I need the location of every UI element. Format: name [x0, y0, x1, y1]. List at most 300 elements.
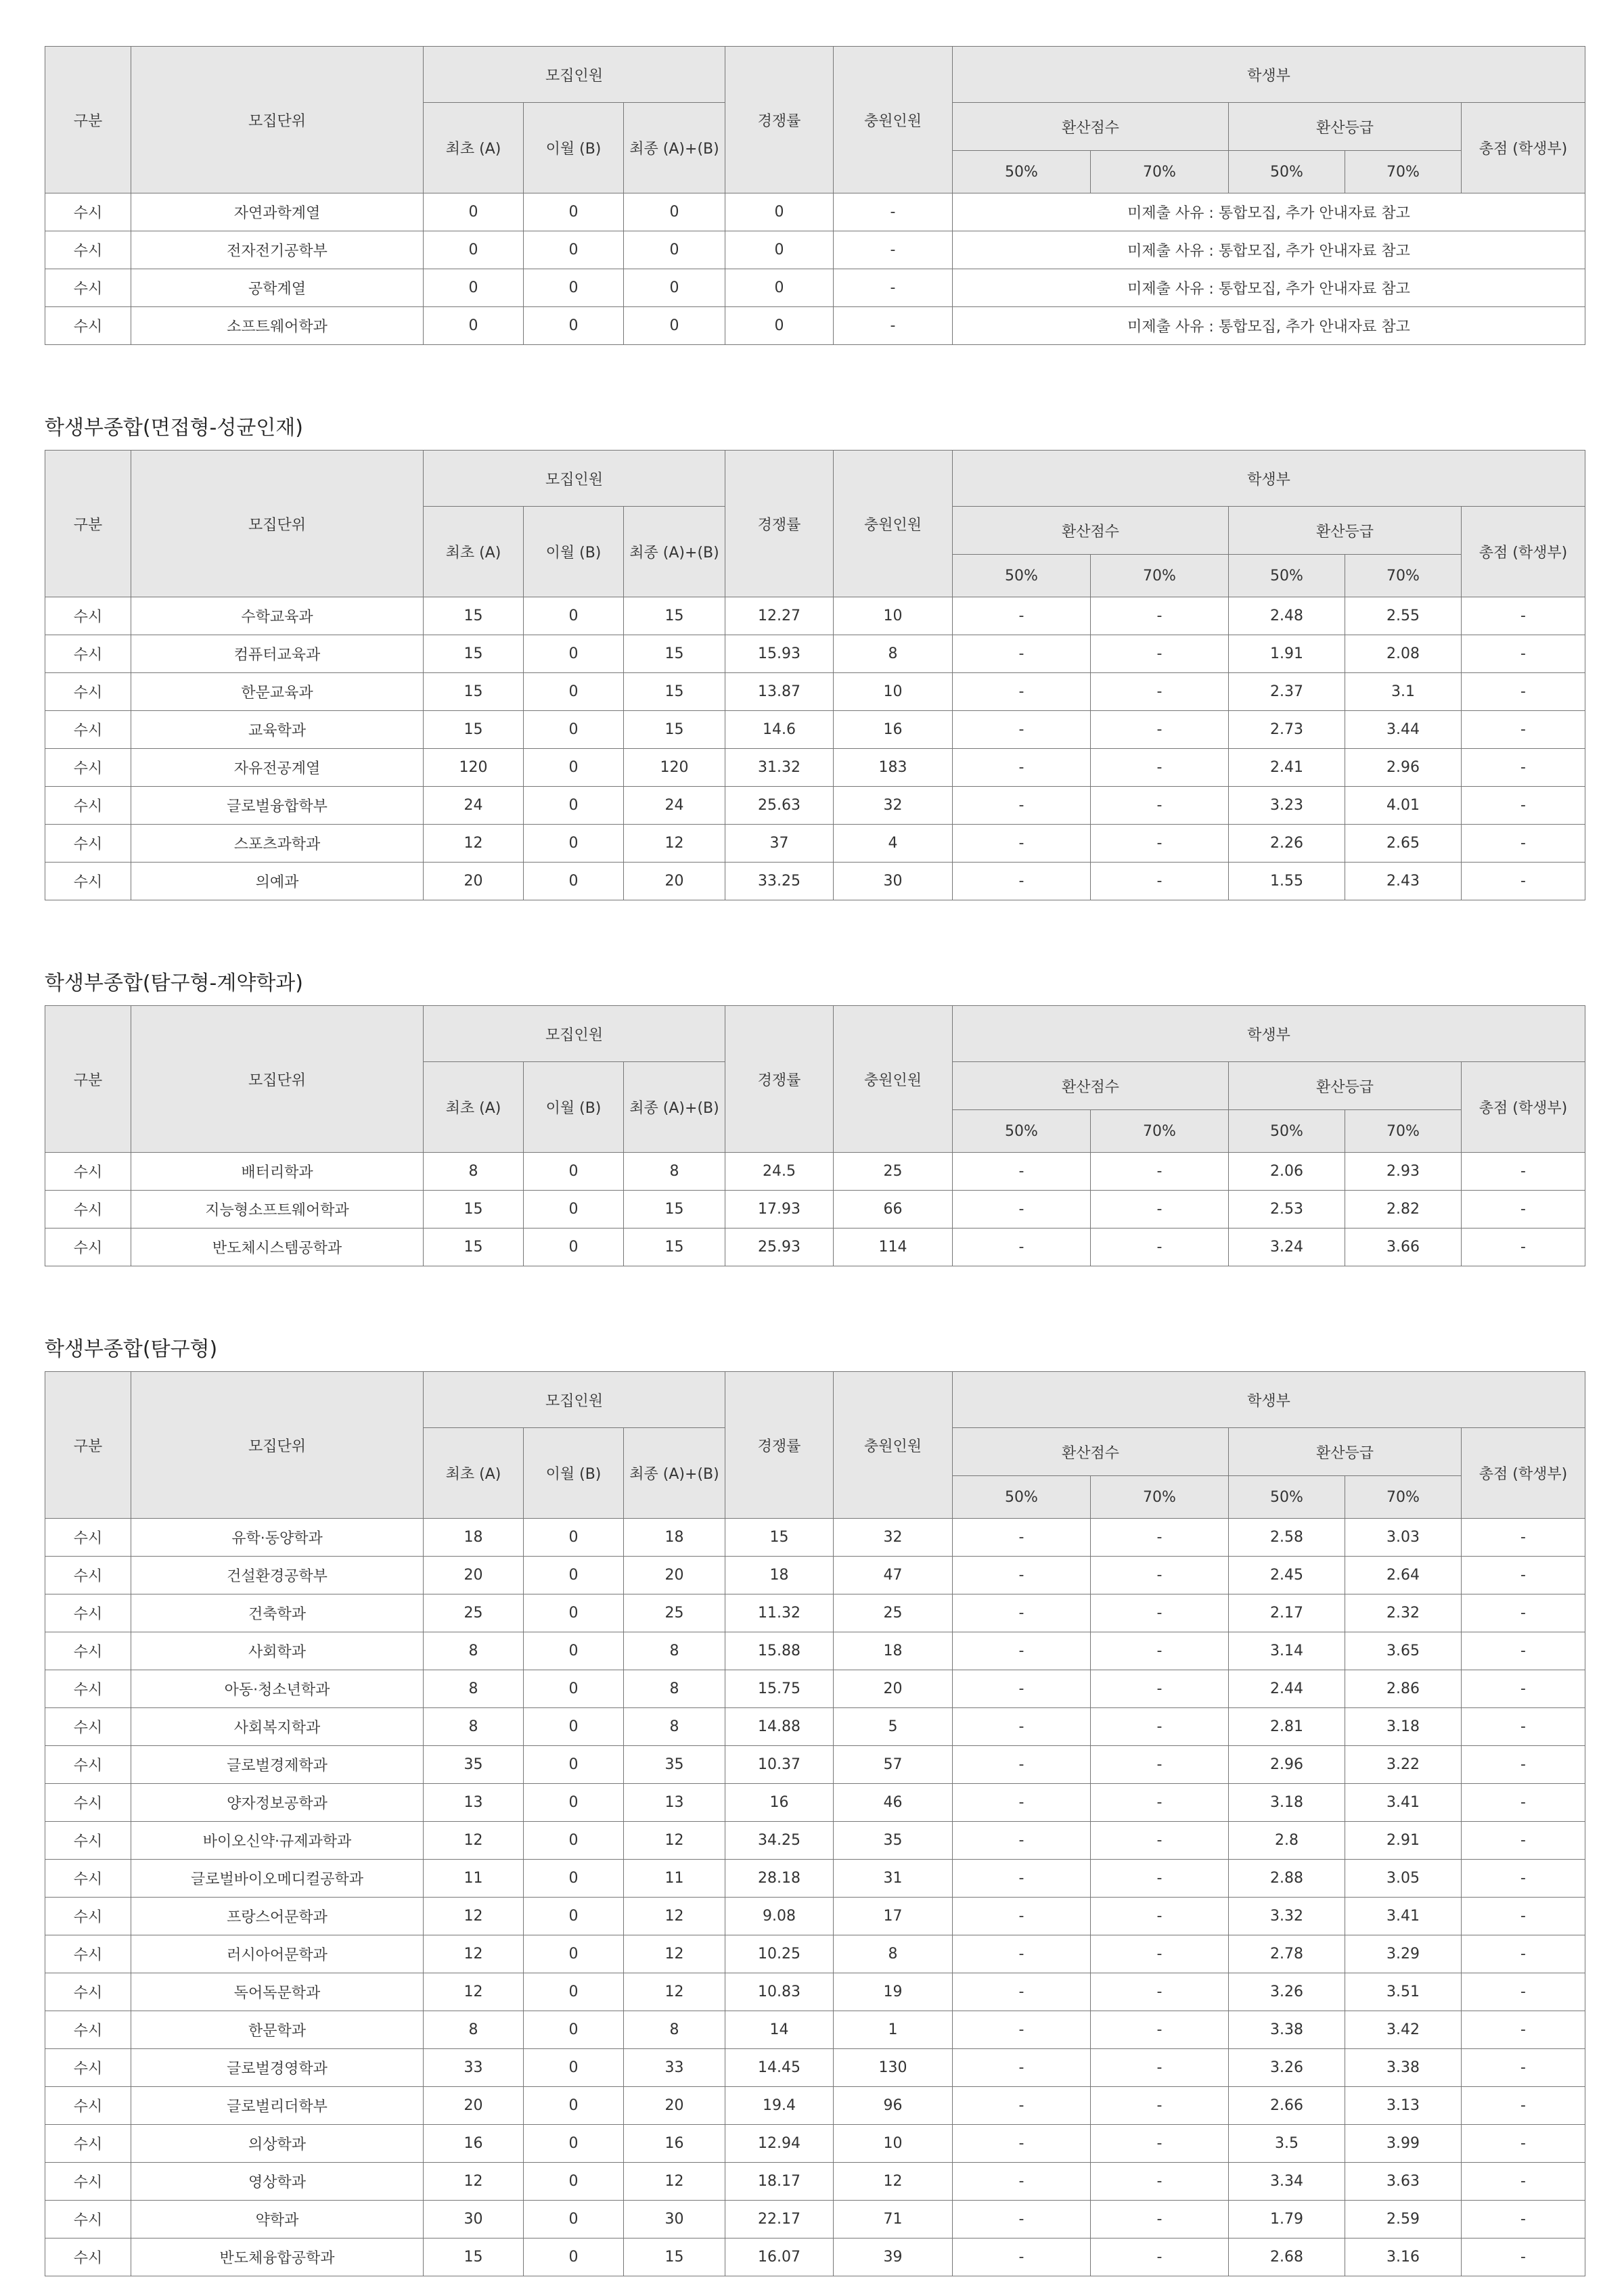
- table-row: [45, 2087, 1585, 2125]
- cell-fill: 32: [834, 787, 953, 825]
- cell-a: 33: [424, 2049, 524, 2087]
- cell-ratio: 15.88: [725, 1632, 834, 1670]
- table-header: [45, 1372, 1585, 1519]
- cell-g70: 2.32: [1345, 1594, 1462, 1632]
- cell-unit: 양자정보공학과: [131, 1784, 424, 1822]
- cell-ratio: 28.18: [725, 1860, 834, 1898]
- cell-s70: -: [1091, 1519, 1229, 1557]
- cell-total: -: [1462, 825, 1585, 863]
- cell-b: 0: [524, 635, 624, 673]
- cell-a: 12: [424, 1935, 524, 1973]
- cell-note: 미제출 사유 : 통합모집, 추가 안내자료 참고: [953, 307, 1585, 345]
- cell-b: 0: [524, 2011, 624, 2049]
- header-ratio: 경쟁률: [725, 1006, 834, 1153]
- cell-s70: -: [1091, 1935, 1229, 1973]
- cell-unit: 사회학과: [131, 1632, 424, 1670]
- cell-b: 0: [524, 2049, 624, 2087]
- cell-total: -: [1462, 1898, 1585, 1935]
- cell-a: 0: [424, 269, 524, 307]
- header-conv-score: 환산점수: [953, 1062, 1229, 1110]
- cell-s70: -: [1091, 2087, 1229, 2125]
- cell-unit: 건축학과: [131, 1594, 424, 1632]
- cell-ab: 12: [624, 2163, 725, 2201]
- cell-a: 18: [424, 1519, 524, 1557]
- cell-ab: 8: [624, 2011, 725, 2049]
- header-gubun: 구분: [45, 1006, 131, 1153]
- cell-total: -: [1462, 1153, 1585, 1191]
- cell-b: 0: [524, 673, 624, 711]
- table-body: [45, 1519, 1585, 2276]
- cell-unit: 한문학과: [131, 2011, 424, 2049]
- cell-fill: 25: [834, 1594, 953, 1632]
- cell-ratio: 15.75: [725, 1670, 834, 1708]
- cell-a: 25: [424, 1594, 524, 1632]
- cell-unit: 유학·동양학과: [131, 1519, 424, 1557]
- cell-b: 0: [524, 1519, 624, 1557]
- cell-a: 8: [424, 1708, 524, 1746]
- cell-s50: -: [953, 1784, 1091, 1822]
- cell-ratio: 12.94: [725, 2125, 834, 2163]
- section-gap: [45, 345, 1585, 415]
- table-body: [45, 597, 1585, 900]
- cell-a: 0: [424, 231, 524, 269]
- cell-unit: 글로벌융합학부: [131, 787, 424, 825]
- cell-total: -: [1462, 1746, 1585, 1784]
- cell-gubun: 수시: [45, 2163, 131, 2201]
- cell-unit: 컴퓨터교육과: [131, 635, 424, 673]
- cell-a: 8: [424, 1670, 524, 1708]
- cell-s70: -: [1091, 1784, 1229, 1822]
- header-total: 총점 (학생부): [1462, 507, 1585, 597]
- cell-b: 0: [524, 1594, 624, 1632]
- cell-b: 0: [524, 307, 624, 345]
- header-final: 최종 (A)+(B): [624, 1428, 725, 1519]
- cell-s70: -: [1091, 1822, 1229, 1860]
- cell-g70: 2.65: [1345, 825, 1462, 863]
- cell-total: -: [1462, 1632, 1585, 1670]
- cell-a: 12: [424, 2163, 524, 2201]
- cell-a: 30: [424, 2201, 524, 2238]
- cell-fill: 8: [834, 1935, 953, 1973]
- cell-g70: 2.59: [1345, 2201, 1462, 2238]
- header-record: 학생부: [953, 47, 1585, 103]
- cell-g70: 3.41: [1345, 1784, 1462, 1822]
- cell-ab: 15: [624, 711, 725, 749]
- cell-unit: 글로벌리더학부: [131, 2087, 424, 2125]
- cell-ratio: 24.5: [725, 1153, 834, 1191]
- cell-unit: 수학교육과: [131, 597, 424, 635]
- header-carry: 이월 (B): [524, 507, 624, 597]
- cell-total: -: [1462, 1935, 1585, 1973]
- cell-ab: 0: [624, 307, 725, 345]
- header-conv-score: 환산점수: [953, 103, 1229, 151]
- cell-ratio: 14.6: [725, 711, 834, 749]
- cell-gubun: 수시: [45, 1153, 131, 1191]
- header-record: 학생부: [953, 1372, 1585, 1428]
- header-score-70: 70%: [1091, 1110, 1229, 1153]
- header-total: 총점 (학생부): [1462, 1062, 1585, 1153]
- cell-ratio: 19.4: [725, 2087, 834, 2125]
- cell-ab: 12: [624, 825, 725, 863]
- header-total: 총점 (학생부): [1462, 103, 1585, 193]
- header-fill: 충원인원: [834, 1372, 953, 1519]
- cell-gubun: 수시: [45, 1746, 131, 1784]
- cell-a: 0: [424, 193, 524, 231]
- cell-ab: 15: [624, 1229, 725, 1266]
- document: [45, 46, 1585, 2276]
- cell-fill: 183: [834, 749, 953, 787]
- cell-g50: 2.45: [1229, 1557, 1345, 1594]
- cell-gubun: 수시: [45, 269, 131, 307]
- cell-ratio: 16.07: [725, 2238, 834, 2276]
- cell-g50: 2.88: [1229, 1860, 1345, 1898]
- header-fill: 충원인원: [834, 451, 953, 597]
- cell-unit: 반도체융합공학과: [131, 2238, 424, 2276]
- table-row: [45, 1632, 1585, 1670]
- cell-g70: 3.66: [1345, 1229, 1462, 1266]
- cell-unit: 영상학과: [131, 2163, 424, 2201]
- cell-s70: -: [1091, 1973, 1229, 2011]
- cell-g70: 3.99: [1345, 2125, 1462, 2163]
- cell-s70: -: [1091, 711, 1229, 749]
- cell-unit: 건설환경공학부: [131, 1557, 424, 1594]
- cell-b: 0: [524, 231, 624, 269]
- cell-g50: 3.23: [1229, 787, 1345, 825]
- cell-s70: -: [1091, 2049, 1229, 2087]
- cell-a: 11: [424, 1860, 524, 1898]
- cell-fill: 4: [834, 825, 953, 863]
- header-carry: 이월 (B): [524, 1062, 624, 1153]
- cell-g70: 2.82: [1345, 1191, 1462, 1229]
- cell-unit: 지능형소프트웨어학과: [131, 1191, 424, 1229]
- cell-b: 0: [524, 2201, 624, 2238]
- cell-g70: 2.64: [1345, 1557, 1462, 1594]
- cell-fill: 1: [834, 2011, 953, 2049]
- cell-a: 15: [424, 1191, 524, 1229]
- cell-note: 미제출 사유 : 통합모집, 추가 안내자료 참고: [953, 193, 1585, 231]
- cell-g70: 2.86: [1345, 1670, 1462, 1708]
- cell-gubun: 수시: [45, 1594, 131, 1632]
- cell-ratio: 13.87: [725, 673, 834, 711]
- cell-s50: -: [953, 1153, 1091, 1191]
- cell-gubun: 수시: [45, 1935, 131, 1973]
- cell-g50: 2.8: [1229, 1822, 1345, 1860]
- cell-ratio: 14.45: [725, 2049, 834, 2087]
- cell-gubun: 수시: [45, 2049, 131, 2087]
- cell-s50: -: [953, 1708, 1091, 1746]
- cell-unit: 사회복지학과: [131, 1708, 424, 1746]
- cell-total: -: [1462, 1708, 1585, 1746]
- cell-g70: 3.42: [1345, 2011, 1462, 2049]
- cell-fill: 10: [834, 2125, 953, 2163]
- results-table: [45, 1371, 1585, 2276]
- cell-fill: 130: [834, 2049, 953, 2087]
- cell-total: -: [1462, 1860, 1585, 1898]
- cell-g50: 2.48: [1229, 597, 1345, 635]
- table-row: [45, 231, 1585, 269]
- cell-total: -: [1462, 1670, 1585, 1708]
- cell-g50: 3.26: [1229, 2049, 1345, 2087]
- cell-b: 0: [524, 1708, 624, 1746]
- cell-gubun: 수시: [45, 2125, 131, 2163]
- header-recruit: 모집인원: [424, 47, 725, 103]
- cell-s50: -: [953, 673, 1091, 711]
- cell-s70: -: [1091, 749, 1229, 787]
- cell-b: 0: [524, 863, 624, 900]
- cell-g50: 2.41: [1229, 749, 1345, 787]
- header-grade-50: 50%: [1229, 555, 1345, 597]
- cell-fill: 25: [834, 1153, 953, 1191]
- cell-s50: -: [953, 749, 1091, 787]
- results-table: [45, 46, 1585, 345]
- cell-s70: -: [1091, 2163, 1229, 2201]
- cell-ab: 8: [624, 1708, 725, 1746]
- header-grade-70: 70%: [1345, 1476, 1462, 1519]
- cell-s50: -: [953, 1594, 1091, 1632]
- cell-gubun: 수시: [45, 193, 131, 231]
- cell-a: 20: [424, 863, 524, 900]
- cell-total: -: [1462, 597, 1585, 635]
- cell-total: -: [1462, 1519, 1585, 1557]
- cell-ab: 8: [624, 1153, 725, 1191]
- cell-ab: 20: [624, 2087, 725, 2125]
- cell-unit: 글로벌바이오메디컬공학과: [131, 1860, 424, 1898]
- cell-fill: 17: [834, 1898, 953, 1935]
- cell-a: 12: [424, 1822, 524, 1860]
- table-row: [45, 597, 1585, 635]
- cell-g50: 2.17: [1229, 1594, 1345, 1632]
- cell-s50: -: [953, 2049, 1091, 2087]
- cell-s50: -: [953, 2201, 1091, 2238]
- header-initial: 최초 (A): [424, 103, 524, 193]
- cell-a: 15: [424, 711, 524, 749]
- table-row: [45, 635, 1585, 673]
- cell-a: 35: [424, 1746, 524, 1784]
- cell-s70: -: [1091, 597, 1229, 635]
- cell-fill: 71: [834, 2201, 953, 2238]
- header-ratio: 경쟁률: [725, 1372, 834, 1519]
- cell-g50: 2.53: [1229, 1191, 1345, 1229]
- cell-g70: 3.51: [1345, 1973, 1462, 2011]
- cell-total: -: [1462, 2011, 1585, 2049]
- cell-ratio: 11.32: [725, 1594, 834, 1632]
- header-conv-score: 환산점수: [953, 507, 1229, 555]
- cell-g70: 2.93: [1345, 1153, 1462, 1191]
- header-recruit: 모집인원: [424, 1372, 725, 1428]
- cell-g70: 3.13: [1345, 2087, 1462, 2125]
- cell-fill: 8: [834, 635, 953, 673]
- cell-gubun: 수시: [45, 787, 131, 825]
- header-score-70: 70%: [1091, 151, 1229, 193]
- cell-a: 8: [424, 2011, 524, 2049]
- cell-ratio: 34.25: [725, 1822, 834, 1860]
- cell-s70: -: [1091, 1153, 1229, 1191]
- cell-b: 0: [524, 749, 624, 787]
- cell-b: 0: [524, 1557, 624, 1594]
- cell-unit: 의상학과: [131, 2125, 424, 2163]
- cell-total: -: [1462, 1822, 1585, 1860]
- cell-unit: 배터리학과: [131, 1153, 424, 1191]
- cell-g50: 2.73: [1229, 711, 1345, 749]
- cell-b: 0: [524, 825, 624, 863]
- header-final: 최종 (A)+(B): [624, 1062, 725, 1153]
- cell-fill: 114: [834, 1229, 953, 1266]
- cell-fill: 30: [834, 863, 953, 900]
- cell-s50: -: [953, 711, 1091, 749]
- cell-fill: 32: [834, 1519, 953, 1557]
- cell-gubun: 수시: [45, 2201, 131, 2238]
- cell-fill: 57: [834, 1746, 953, 1784]
- cell-b: 0: [524, 2087, 624, 2125]
- cell-gubun: 수시: [45, 2011, 131, 2049]
- cell-unit: 바이오신약·규제과학과: [131, 1822, 424, 1860]
- cell-fill: 46: [834, 1784, 953, 1822]
- cell-s70: -: [1091, 2238, 1229, 2276]
- cell-a: 12: [424, 1973, 524, 2011]
- table-header: [45, 451, 1585, 597]
- cell-fill: 12: [834, 2163, 953, 2201]
- table-body: [45, 193, 1585, 345]
- table-row: [45, 269, 1585, 307]
- table-row: [45, 1898, 1585, 1935]
- cell-s50: -: [953, 1822, 1091, 1860]
- cell-g70: 3.65: [1345, 1632, 1462, 1670]
- header-ratio: 경쟁률: [725, 47, 834, 193]
- cell-fill: -: [834, 193, 953, 231]
- cell-unit: 러시아어문학과: [131, 1935, 424, 1973]
- cell-g50: 2.96: [1229, 1746, 1345, 1784]
- cell-s50: -: [953, 2087, 1091, 2125]
- cell-fill: -: [834, 269, 953, 307]
- cell-total: -: [1462, 863, 1585, 900]
- header-record: 학생부: [953, 1006, 1585, 1062]
- cell-gubun: 수시: [45, 1557, 131, 1594]
- cell-ratio: 25.93: [725, 1229, 834, 1266]
- header-initial: 최초 (A): [424, 1428, 524, 1519]
- cell-g50: 3.24: [1229, 1229, 1345, 1266]
- cell-s70: -: [1091, 635, 1229, 673]
- cell-total: -: [1462, 635, 1585, 673]
- header-grade-70: 70%: [1345, 1110, 1462, 1153]
- cell-ratio: 0: [725, 193, 834, 231]
- cell-gubun: 수시: [45, 1229, 131, 1266]
- cell-a: 8: [424, 1632, 524, 1670]
- table-row: [45, 1746, 1585, 1784]
- cell-b: 0: [524, 1784, 624, 1822]
- cell-s50: -: [953, 1746, 1091, 1784]
- cell-ab: 13: [624, 1784, 725, 1822]
- table-row: [45, 749, 1585, 787]
- cell-total: -: [1462, 1557, 1585, 1594]
- cell-unit: 교육학과: [131, 711, 424, 749]
- cell-total: -: [1462, 2049, 1585, 2087]
- section-title: 학생부종합(면접형-성균인재): [45, 416, 303, 440]
- cell-gubun: 수시: [45, 1632, 131, 1670]
- section-title: 학생부종합(탐구형): [45, 1337, 218, 1361]
- cell-ab: 15: [624, 673, 725, 711]
- cell-unit: 자유전공계열: [131, 749, 424, 787]
- header-conv-grade: 환산등급: [1229, 103, 1462, 151]
- cell-fill: 18: [834, 1632, 953, 1670]
- cell-s70: -: [1091, 1746, 1229, 1784]
- table-row: [45, 863, 1585, 900]
- cell-g70: 3.44: [1345, 711, 1462, 749]
- cell-ab: 0: [624, 193, 725, 231]
- cell-total: -: [1462, 749, 1585, 787]
- cell-ratio: 15: [725, 1519, 834, 1557]
- cell-g50: 3.14: [1229, 1632, 1345, 1670]
- cell-g50: 3.32: [1229, 1898, 1345, 1935]
- cell-s70: -: [1091, 2011, 1229, 2049]
- cell-total: -: [1462, 2163, 1585, 2201]
- header-ratio: 경쟁률: [725, 451, 834, 597]
- header-total: 총점 (학생부): [1462, 1428, 1585, 1519]
- cell-fill: 31: [834, 1860, 953, 1898]
- cell-s70: -: [1091, 1229, 1229, 1266]
- section-gap: [45, 1266, 1585, 1336]
- cell-g70: 3.41: [1345, 1898, 1462, 1935]
- cell-b: 0: [524, 2125, 624, 2163]
- cell-ratio: 0: [725, 231, 834, 269]
- cell-g70: 3.38: [1345, 2049, 1462, 2087]
- cell-note: 미제출 사유 : 통합모집, 추가 안내자료 참고: [953, 231, 1585, 269]
- cell-total: -: [1462, 711, 1585, 749]
- cell-gubun: 수시: [45, 2238, 131, 2276]
- table-row: [45, 1935, 1585, 1973]
- cell-s70: -: [1091, 787, 1229, 825]
- table-row: [45, 1191, 1585, 1229]
- cell-g50: 1.91: [1229, 635, 1345, 673]
- header-score-50: 50%: [953, 151, 1091, 193]
- table-row: [45, 2011, 1585, 2049]
- cell-a: 15: [424, 635, 524, 673]
- cell-fill: 39: [834, 2238, 953, 2276]
- cell-g70: 3.16: [1345, 2238, 1462, 2276]
- cell-g50: 3.26: [1229, 1973, 1345, 2011]
- cell-s50: -: [953, 1860, 1091, 1898]
- cell-ab: 20: [624, 863, 725, 900]
- cell-s50: -: [953, 863, 1091, 900]
- cell-g50: 3.5: [1229, 2125, 1345, 2163]
- section-gap: [45, 900, 1585, 970]
- table-row: [45, 1519, 1585, 1557]
- cell-ab: 15: [624, 1191, 725, 1229]
- cell-g70: 3.63: [1345, 2163, 1462, 2201]
- cell-s70: -: [1091, 1632, 1229, 1670]
- table-row: [45, 825, 1585, 863]
- cell-fill: 10: [834, 673, 953, 711]
- cell-gubun: 수시: [45, 1708, 131, 1746]
- cell-total: -: [1462, 1191, 1585, 1229]
- cell-g70: 2.91: [1345, 1822, 1462, 1860]
- cell-gubun: 수시: [45, 231, 131, 269]
- cell-ab: 8: [624, 1670, 725, 1708]
- cell-fill: -: [834, 307, 953, 345]
- cell-s50: -: [953, 1935, 1091, 1973]
- cell-b: 0: [524, 269, 624, 307]
- header-gubun: 구분: [45, 1372, 131, 1519]
- cell-g50: 2.37: [1229, 673, 1345, 711]
- cell-g70: 4.01: [1345, 787, 1462, 825]
- cell-ratio: 10.37: [725, 1746, 834, 1784]
- cell-s50: -: [953, 825, 1091, 863]
- cell-ratio: 25.63: [725, 787, 834, 825]
- cell-total: -: [1462, 673, 1585, 711]
- cell-ratio: 10.83: [725, 1973, 834, 2011]
- cell-s50: -: [953, 597, 1091, 635]
- header-final: 최종 (A)+(B): [624, 507, 725, 597]
- header-initial: 최초 (A): [424, 1062, 524, 1153]
